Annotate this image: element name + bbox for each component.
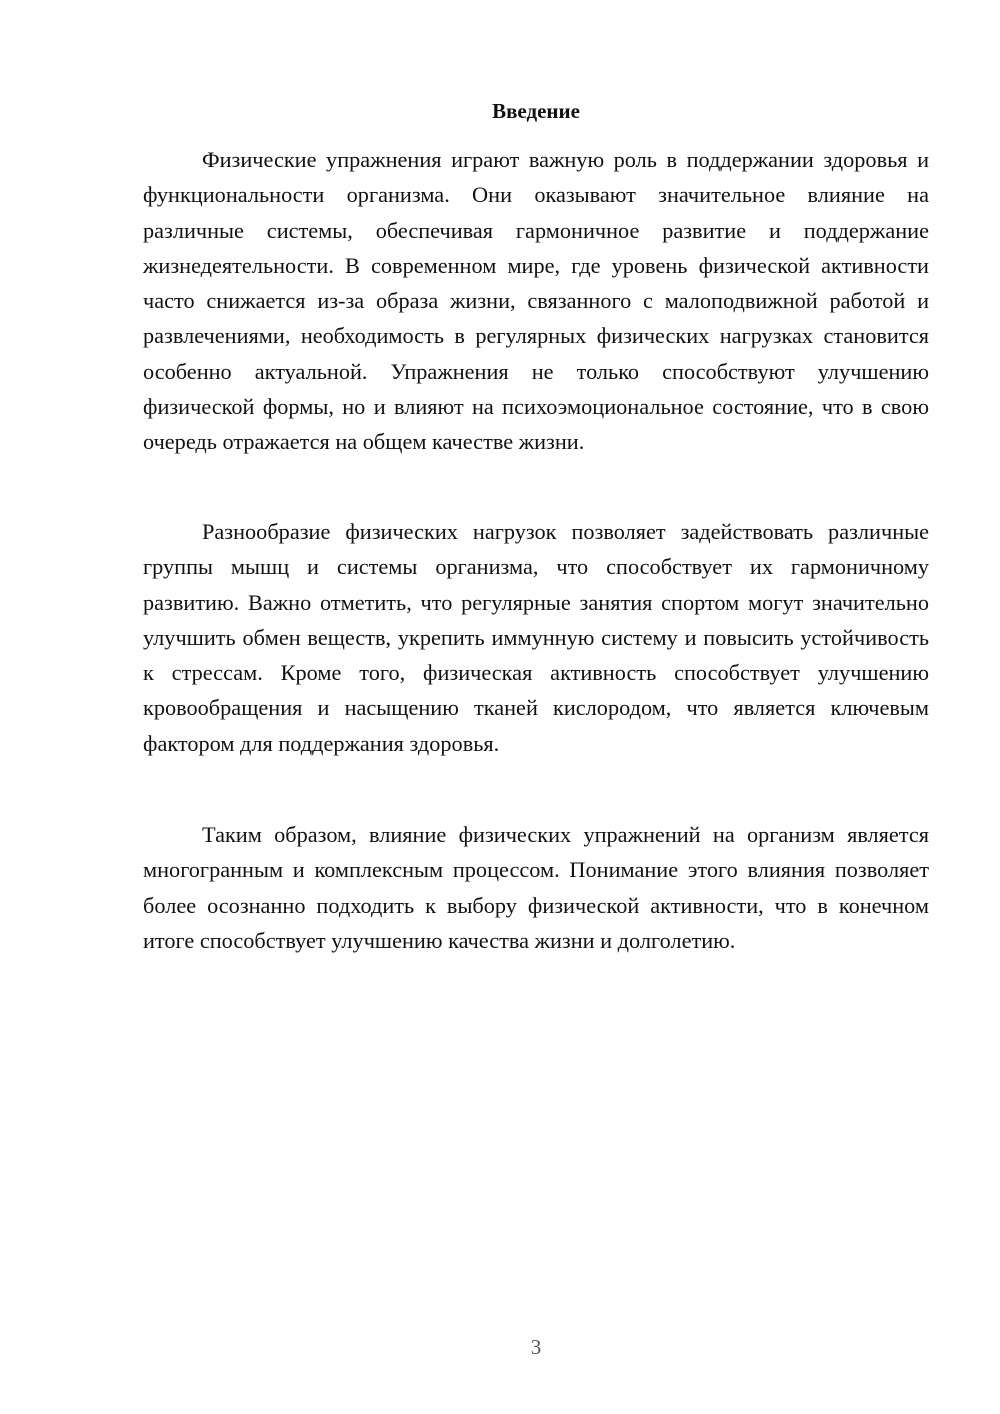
page-number: 3 (530, 1335, 542, 1359)
paragraph-text: Разнообразие физических нагрузок позволяет задействовать различные группы мышц и системы организма, что способствует их гармоничному развитию. Важно отметить, что регулярные занятия спортом могут значительно улучшить обмен веществ, укрепить иммунную систему и повысить устойчивость к стрессам. Кроме того, физическая активность способствует улучшению кровообращения и насыщению тканей кислородом, что является ключевым фактором для поддержания здоровья. (143, 519, 929, 756)
paragraph-3 (143, 817, 929, 958)
paragraph-1 (143, 142, 929, 460)
paragraph-text: Физические упражнения играют важную роль в поддержании здоровья и функциональности организма. Они оказывают значительное влияние на различные системы, обеспечивая гармоничное развитие и поддержание жизнедеятельности. В современном мире, где уровень физической активности часто снижается из-за образа жизни, связанного с малоподвижной работой и развлечениями, необходимость в регулярных физических нагрузках становится особенно актуальной. Упражнения не только способствуют улучшению физической формы, но и влияют на психоэмоциональное состояние, что в свою очередь отражается на общем качестве жизни. (143, 147, 929, 455)
paragraph-text: Таким образом, влияние физических упражнений на организм является многогранным и комплексным процессом. Понимание этого влияния позволяет более осознанно подходить к выбору физической активности, что в конечном итоге способствует улучшению качества жизни и долголетию. (143, 822, 929, 953)
section-heading: Введение (492, 99, 580, 123)
paragraph-2 (143, 514, 929, 761)
